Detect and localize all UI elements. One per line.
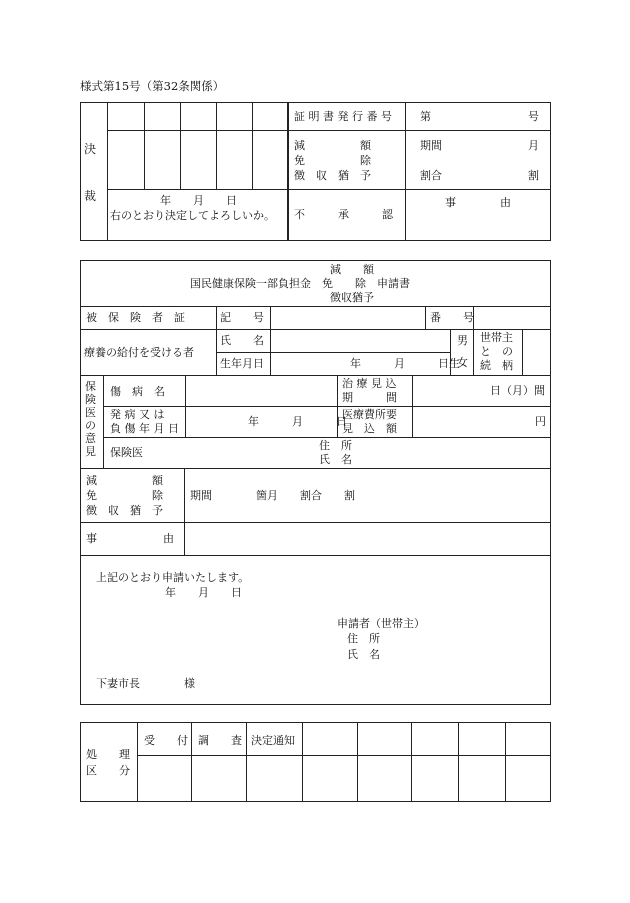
- statement: 上記のとおり申請いたします。: [96, 571, 250, 584]
- processing-label-2: 区 分: [86, 764, 130, 777]
- medical-cost-1: 医療費所要: [342, 408, 397, 421]
- decision-text-line: 右のとおり決定してよろしいか。: [110, 209, 275, 222]
- relation-label: 世帯主 と の 続 柄: [480, 331, 513, 372]
- yen-unit: 円: [535, 415, 546, 428]
- addressee: 下妻市長 様: [96, 677, 195, 690]
- onset-label-2: 負 傷 年 月 日: [110, 422, 179, 435]
- reduction-label-1: 減 額: [294, 139, 371, 152]
- name-label: 氏 名: [220, 334, 264, 347]
- approval-reason: 事 由: [445, 196, 511, 209]
- reduction-3: 徴 収 猶 予: [86, 504, 163, 517]
- reduction-1: 減 額: [86, 474, 163, 487]
- applicant-label: 申請者（世帯主）: [337, 617, 425, 630]
- birth-label: 生年月日: [220, 357, 264, 370]
- treatment-period-2: 期 間: [342, 391, 397, 404]
- doctor-opinion-label: 保険医の意見: [85, 380, 96, 458]
- doctor-name-label: 氏 名: [319, 453, 352, 466]
- cert-no-prefix: 第: [420, 110, 431, 123]
- treatment-unit: 日（月）間: [490, 384, 545, 397]
- survey-label: 調 査: [198, 734, 242, 747]
- doctor-label: 保険医: [110, 446, 143, 459]
- processing-label-1: 処 理: [86, 748, 130, 761]
- decision-text: [110, 208, 285, 223]
- notice-label: 決定通知: [251, 734, 295, 747]
- applicant-name: 氏 名: [347, 648, 380, 661]
- reason-label: 事 由: [86, 532, 174, 545]
- sex-male: 男: [457, 334, 468, 347]
- disease-label: 傷 病 名: [110, 385, 165, 398]
- recipient-label: 療養の給付を受ける者: [84, 346, 194, 359]
- ratio-label: 割合: [420, 169, 442, 182]
- decision-date: 年 月 日: [160, 194, 237, 207]
- birth-value: 年 月 日生: [350, 357, 460, 370]
- insured-card-label: 被 保 険 者 証: [86, 311, 185, 324]
- sex-female: 女: [457, 356, 468, 369]
- symbol-label: 記 号: [220, 311, 264, 324]
- treatment-period-1: 治 療 見 込: [342, 377, 397, 390]
- number-label: 番 号: [430, 311, 474, 324]
- application-title-bottom: 徴収猶予: [330, 291, 374, 304]
- doctor-address-label: 住 所: [319, 439, 352, 452]
- applicant-address: 住 所: [347, 632, 380, 645]
- reduction-label-2: 免 除: [294, 154, 371, 167]
- cert-no-label: 証 明 書 発 行 番 号: [294, 110, 392, 123]
- approval-label-sai: 裁: [84, 189, 97, 203]
- period-value: 期間 箇月 割合 割: [190, 489, 355, 502]
- reduction-2: 免 除: [86, 489, 163, 502]
- form-title: 様式第15号（第32条関係）: [80, 79, 225, 93]
- cert-no-suffix: 号: [528, 110, 539, 123]
- application-title-top: 減 額: [330, 263, 374, 276]
- onset-value: 年 月 日: [248, 415, 347, 428]
- period-unit: 月: [528, 139, 539, 152]
- medical-cost-2: 見 込 額: [342, 422, 397, 435]
- statement-date: 年 月 日: [165, 586, 242, 599]
- period-label: 期間: [420, 139, 442, 152]
- ratio-unit: 割: [528, 169, 539, 182]
- not-approved: 不 承 認: [294, 208, 393, 221]
- onset-label-1: 発 病 又 は: [110, 408, 165, 421]
- application-title-main: 国民健康保険一部負担金 免 除 申請書: [190, 277, 410, 290]
- reduction-label-3: 徴 収 猶 予: [294, 169, 371, 182]
- approval-label-ketsu: 決: [84, 142, 97, 156]
- receipt-label: 受 付: [144, 734, 188, 747]
